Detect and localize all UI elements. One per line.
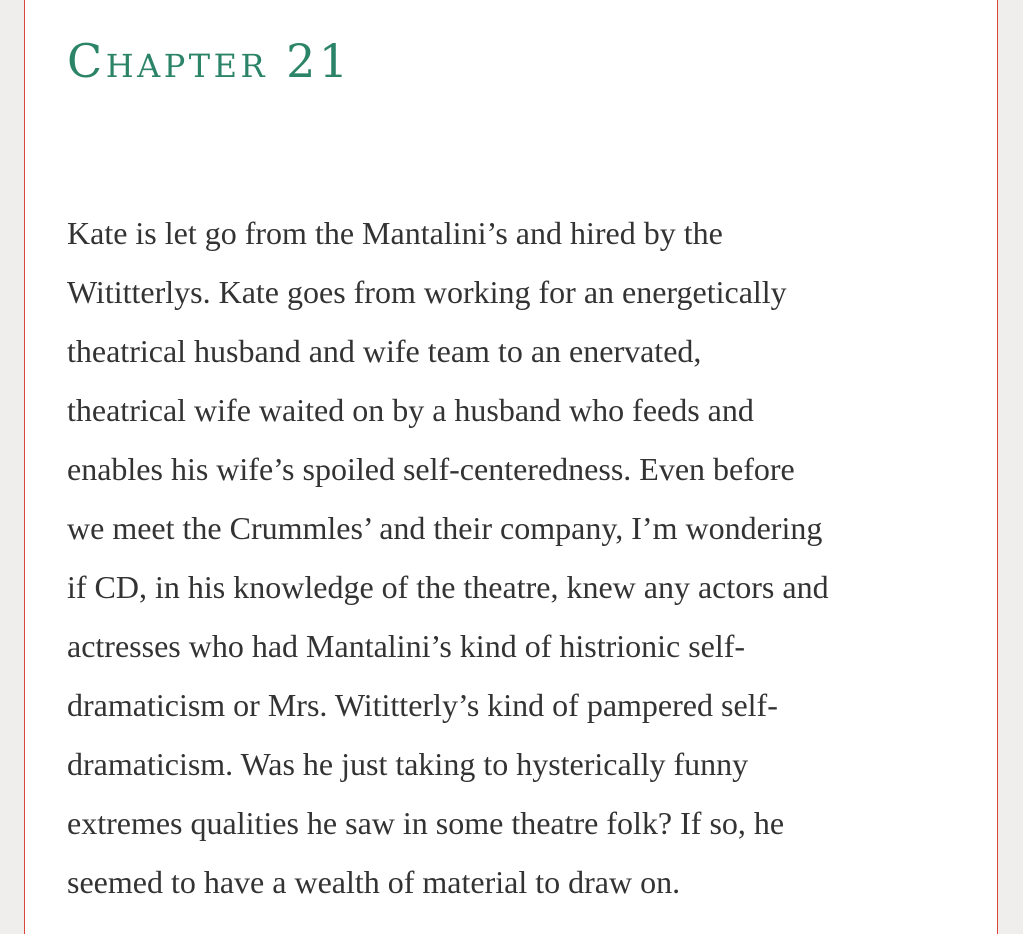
body-line: we meet the Crummles’ and their company, I’m wondering: [67, 510, 823, 546]
body-line: seemed to have a wealth of material to draw on.: [67, 864, 681, 900]
body-line: dramaticism. Was he just taking to hysterically funny: [67, 746, 749, 782]
body-line: Kate is let go from the Mantalini’s and hired by the: [67, 215, 723, 251]
body-line: if CD, in his knowledge of the theatre, knew any actors and: [67, 569, 829, 605]
chapter-card: [24, 0, 998, 934]
body-line: theatrical husband and wife team to an enervated,: [67, 333, 702, 369]
body-line: extremes qualities he saw in some theatre folk? If so, he: [67, 805, 785, 841]
body-line: actresses who had Mantalini’s kind of histrionic self-: [67, 628, 746, 664]
body-line: enables his wife’s spoiled self-centeredness. Even before: [67, 451, 795, 487]
chapter-title: Chapter 21: [67, 34, 352, 88]
chapter-body: [67, 204, 967, 912]
body-line: theatrical wife waited on by a husband who feeds and: [67, 392, 754, 428]
body-line: dramaticism or Mrs. Wititterly’s kind of pampered self-: [67, 687, 778, 723]
body-line: Wititterlys. Kate goes from working for an energetically: [67, 274, 787, 310]
